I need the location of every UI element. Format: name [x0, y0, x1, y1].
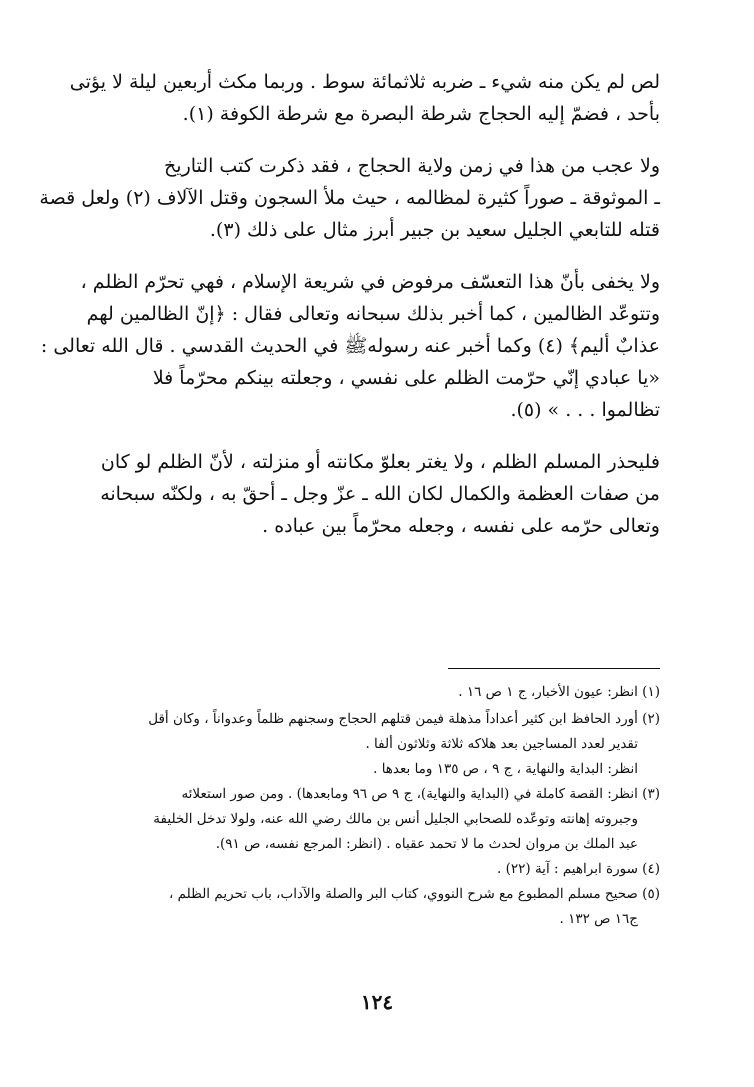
footnote-2-reference: انظر: البداية والنهاية ، ج ٩ ، ص ١٣٥ وما بعدها .: [373, 761, 638, 777]
footnote-3: (٣) انظر: القصة كاملة في (البداية والنهاية)، ج ٩ ص ٩٦ ومابعدها) . ومن صور استعلائه: [181, 786, 660, 802]
text-line: لص لم يكن منه شيء ـ ضربه ثلاثمائة سوط . وربما مكث أربعين ليلة لا يؤتى: [69, 71, 660, 93]
footnote-separator: [448, 668, 660, 669]
footnotes: [100, 680, 660, 932]
footnote-2: (٢) أورد الحافظ ابن كثير أعداداً مذهلة فيمن قتلهم الحجاج وسجنهم ظلماً وعدواناً ، وكان أقل: [148, 711, 660, 727]
text-line: تظالموا . . . » (٥).: [510, 399, 660, 421]
footnote-1: (١) انظر: عيون الأخبار، ج ١ ص ١٦ .: [458, 684, 660, 700]
footnote-3-continued: عبد الملك بن مروان لحدث ما لا تحمد عقباه . (انظر: المرجع نفسه، ص ٩١).: [215, 836, 638, 852]
footnote-2-continued: تقدير لعدد المساجين بعد هلاكه ثلاثة وثلاثون ألفا .: [365, 736, 638, 752]
footnote-5-continued: ج١٦ ص ١٣٢ .: [559, 911, 638, 927]
page-number: ١٢٤: [360, 990, 394, 1014]
paragraph-2: [39, 150, 660, 246]
text-line: ـ الموثوقة ـ صوراً كثيرة لمظالمه ، حيث ملأ السجون وقتل الآلاف (٢) ولعل قصة: [39, 187, 660, 209]
text-line: من صفات العظمة والكمال لكان الله ـ عزّ وجل ـ أحقّ به ، ولكنّه سبحانه: [100, 483, 660, 505]
text-line: بأحد ، فضمّ إليه الحجاج شرطة البصرة مع شرطة الكوفة (١).: [182, 103, 660, 125]
text-line: ولا يخفى بأنّ هذا التعسّف مرفوض في شريعة الإسلام ، فهي تحرّم الظلم ،: [80, 271, 660, 293]
text-line: ولا عجب من هذا في زمن ولاية الحجاج ، فقد ذكرت كتب التاريخ: [164, 155, 660, 177]
paragraph-4: [100, 446, 660, 542]
text-line: قتله للتابعي الجليل سعيد بن جبير أبرز مثال على ذلك (٣).: [209, 219, 660, 241]
footnote-3-continued: وجبروته إهانته وتوعّده للصحابي الجليل أنس بن مالك رضي الله عنه، ولولا تدخل الخليفة: [153, 811, 638, 827]
text-line: فليحذر المسلم الظلم ، ولا يغتر بعلوّ مكانته أو منزلته ، لأنّ الظلم لو كان: [100, 451, 660, 473]
text-line: «يا عبادي إنّي حرّمت الظلم على نفسي ، وجعلته بينكم محرّماً فلا: [152, 367, 660, 389]
footnote-5: (٥) صحيح مسلم المطبوع مع شرح النووي، كتاب البر والصلة والآداب، باب تحريم الظلم ،: [169, 886, 660, 902]
text-line: عذابٌ أليم﴾ (٤) وكما أخبر عنه رسولهﷺ في الحديث القدسي . قال الله تعالى :: [40, 335, 660, 357]
main-text: [39, 66, 660, 562]
paragraph-3: [40, 266, 660, 426]
text-line: وتعالى حرّمه على نفسه ، وجعله محرّماً بين عباده .: [262, 515, 660, 537]
footnote-4: (٤) سورة ابراهيم : آية (٢٢) .: [497, 861, 660, 877]
text-line: وتتوعّد الظالمين ، كما أخبر بذلك سبحانه وتعالى فقال : ﴿إنّ الظالمين لهم: [86, 303, 660, 325]
paragraph-1: [69, 66, 660, 130]
